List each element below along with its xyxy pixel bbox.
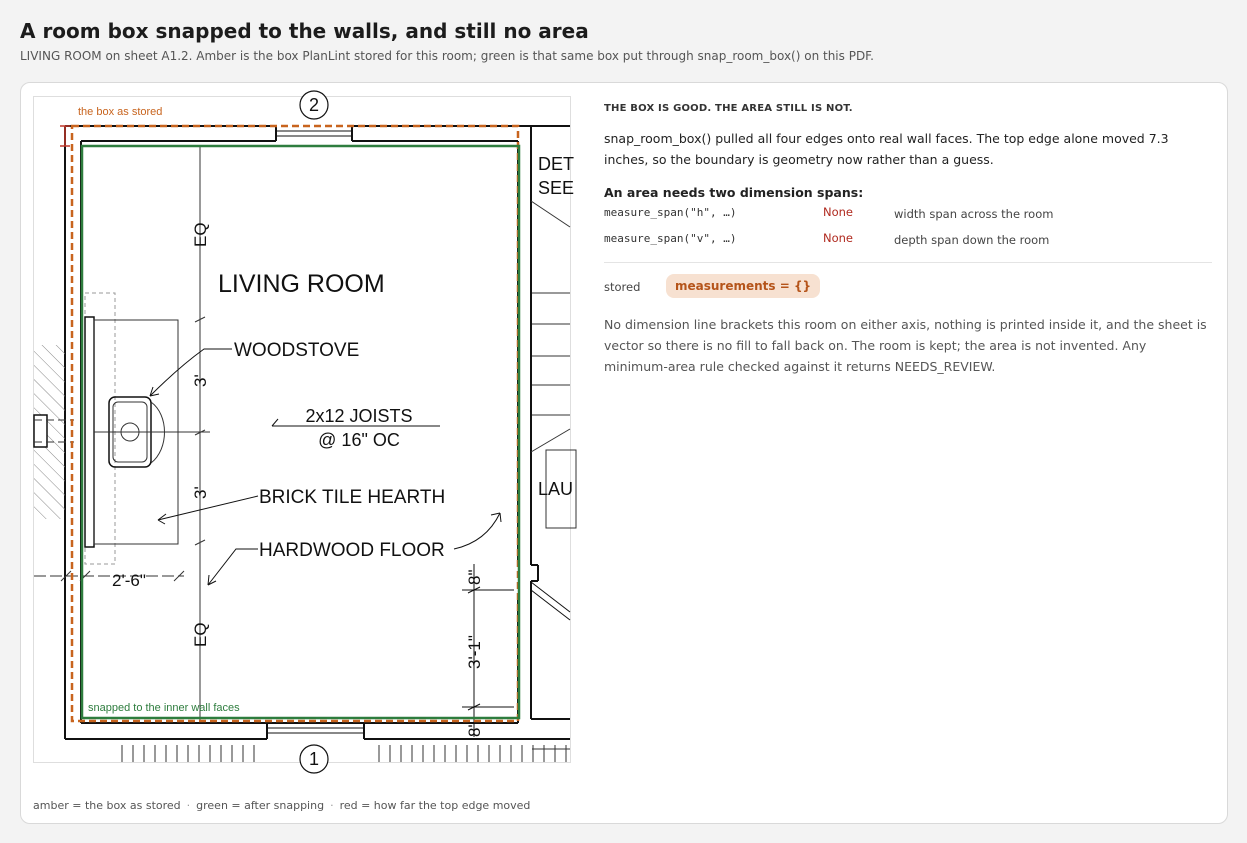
dim-eq-top: EQ: [191, 222, 210, 247]
figure-card: [20, 82, 1228, 824]
top-edge-move-marker: [60, 126, 70, 146]
grid-label-top: 2: [308, 95, 320, 115]
stored-box-label: the box as stored: [78, 106, 163, 118]
explanation-panel: [604, 103, 1212, 377]
dim-eq-bottom: EQ: [191, 622, 210, 647]
hearth-area: [85, 293, 210, 564]
span-call: measure_span("h", …): [604, 206, 737, 219]
page-title: A room box snapped to the walls, and still no area: [20, 19, 589, 43]
stored-value-badge: measurements = {}: [666, 274, 820, 298]
spans-heading: An area needs two dimension spans:: [604, 185, 864, 200]
lead-paragraph: snap_room_box() pulled all four edges onto real wall faces. The top edge alone moved 7.3 inches, so the boundary is geometry now rather than a guess.: [604, 131, 1169, 167]
window-openings: [267, 131, 570, 733]
grid-label-bottom: 1: [308, 749, 320, 769]
page-subtitle: LIVING ROOM on sheet A1.2. Amber is the box PlanLint stored for this room; green is that same box put through snap_room_box() on this PDF.: [20, 49, 874, 63]
footnote-paragraph: No dimension line brackets this room on either axis, nothing is printed inside it, and the sheet is vector so there is no fill to fall back on. The room is kept; the area is not invented. Any minimum-area rule checked against it returns NEEDS_REVIEW.: [604, 317, 1207, 374]
dim-3-b: 3': [191, 486, 210, 499]
span-row: [604, 204, 1212, 230]
stair-treads: [122, 745, 566, 762]
stored-label: stored: [604, 280, 641, 294]
snapped-box-label: snapped to the inner wall faces: [88, 702, 240, 714]
adjacent-room: [531, 201, 576, 749]
legend-red: red = how far the top edge moved: [339, 799, 531, 812]
span-result: None: [823, 231, 854, 245]
legend: [33, 799, 530, 812]
floor-plan-drawing: [34, 95, 575, 769]
room-name: LIVING ROOM: [218, 270, 385, 298]
legend-separator: ·: [330, 799, 334, 812]
woodstove-label: WOODSTOVE: [234, 340, 360, 361]
right-note-2: SEE: [538, 178, 575, 198]
stored-row: [604, 274, 1212, 312]
span-result: None: [823, 205, 854, 219]
dim-8-top: 8": [465, 569, 484, 585]
dim-2-6: 2'-6": [112, 571, 146, 590]
span-description: width span across the room: [894, 207, 1054, 221]
stored-box: [72, 126, 518, 721]
dim-8-bottom: 8": [465, 721, 484, 737]
joists-label-line2: @ 16" OC: [318, 430, 400, 450]
span-row: [604, 230, 1212, 256]
floor-label: HARDWOOD FLOOR: [259, 540, 445, 561]
hearth-label: BRICK TILE HEARTH: [259, 487, 446, 508]
right-note-1: DET: [538, 154, 574, 174]
span-description: depth span down the room: [894, 233, 1050, 247]
legend-separator: ·: [186, 799, 191, 812]
legend-amber: amber = the box as stored: [33, 799, 181, 812]
span-list: [604, 204, 1212, 256]
dim-3-a: 3': [191, 374, 210, 387]
verdict-heading: THE BOX IS GOOD. THE AREA STILL IS NOT.: [604, 103, 853, 114]
right-room-label: LAU: [538, 479, 574, 499]
span-call: measure_span("v", …): [604, 232, 737, 245]
divider: [604, 262, 1212, 263]
legend-green: green = after snapping: [196, 799, 325, 812]
floor-plan-view: [33, 95, 575, 769]
joists-label-line1: 2x12 JOISTS: [305, 406, 413, 426]
dim-3-1: 3'-1": [465, 635, 484, 669]
